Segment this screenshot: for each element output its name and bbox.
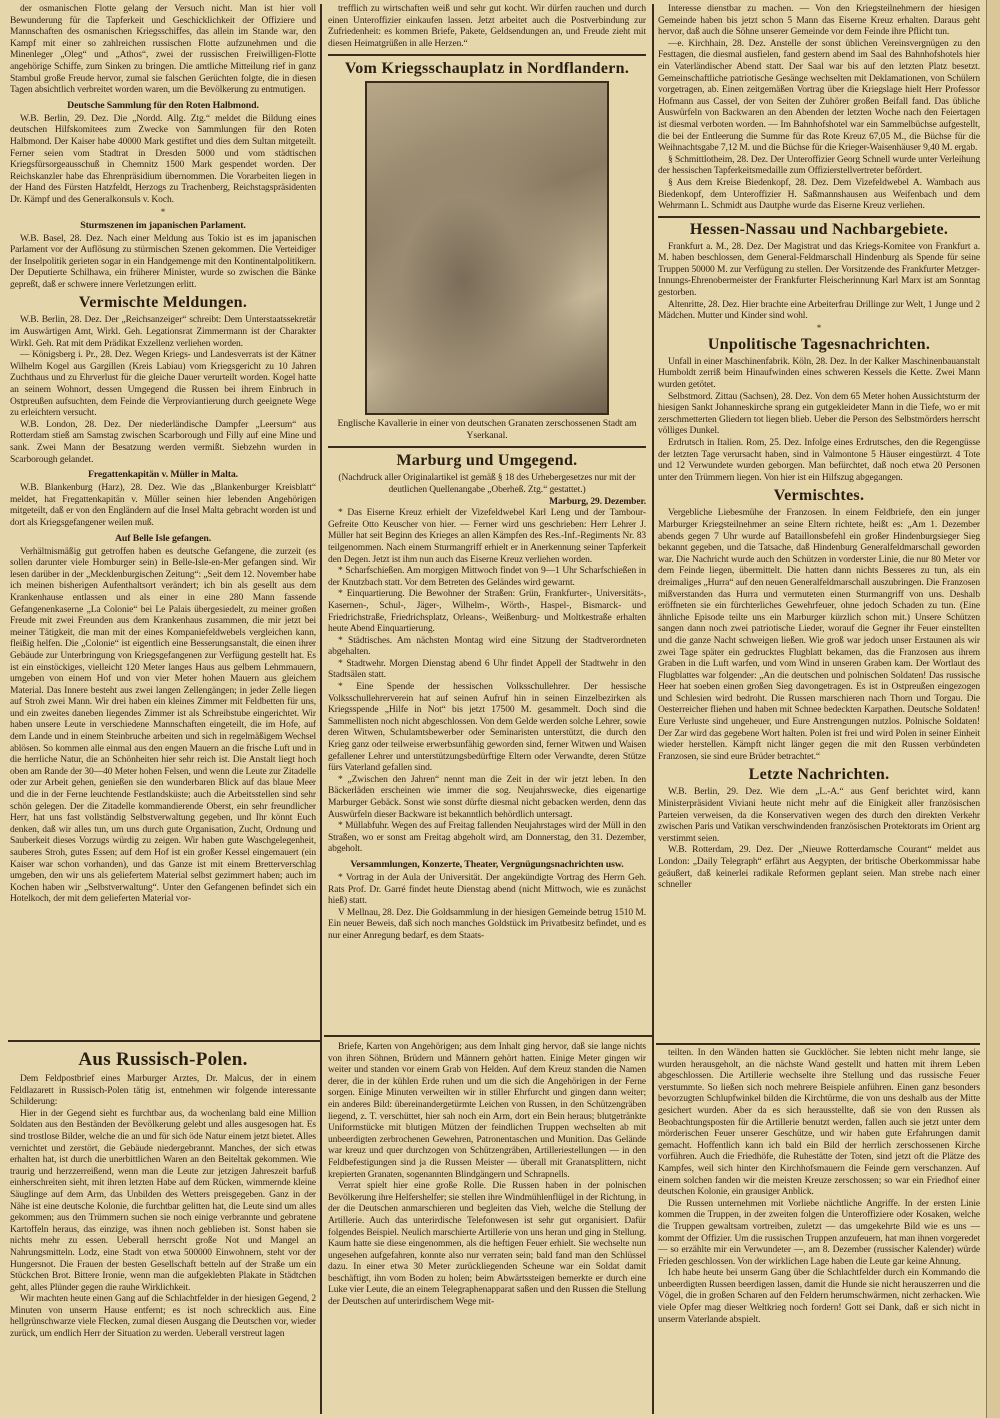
article-text: Die Russen unternehmen mit Vorliebe nächtliche Angriffe. In der ersten Linie kommen die Truppen, in der zweiten folgen die Unteroffiziere oder Kosaken, welche die Truppen gewaltsam vortreiben, zuletzt — das umgekehrte Bild wie es uns — kommt der Offizier. Um die russischen Truppen anzufeuern, hat man ihnen vorgeredet — so erzählte mir ein Verwundeter —, am 8. Dezember (russischer Kalender) würde Frieden geschlossen. Von der wirklichen Lage haben die Leute gar keine Ahnung. (658, 1198, 980, 1267)
article-text: der osmanischen Flotte gelang der Versuch nicht. Man ist hier voll Bewunderung für die Tapferkeit und Geschicklichkeit der Offiziere und Mannschaften des osmanischen Kriegsschiffes, das allein im Stande war, den Kampf mit einer so zahlreichen russischen Flotte aufzunehmen und die Minenleger „Oleg“ und „Athos“, zwei der russischen Freiwilligen-Flotte angehörige Schiffe, zum Sinken zu bringen. Die amtliche Mitteilung rief in ganz Stambul große Freude hervor, zumal sie falschen Gerüchten folgte, die in diesen Tagen absichtlich verbreitet worden waren, um die Bevölkerung zu entmutigen. (10, 4, 316, 96)
column-divider (320, 4, 322, 1414)
section-heading: Hessen-Nassau und Nachbargebiete. (689, 220, 949, 238)
article-text: * Scharfschießen. Am morgigen Mittwoch findet von 9—1 Uhr Scharfschießen in der Knutzbach statt. Vor dem Betreten des Geländes wird gewarnt. (328, 566, 646, 588)
section-heading: Aus Russisch-Polen. (78, 1049, 248, 1070)
section-heading: Vermischtes. (773, 487, 865, 505)
article-text: Wir machten heute einen Gang auf die Schlachtfelder in der hiesigen Gegend, 2 Minuten von unserm Hause entfernt; es ist noch schrecklich aus. Eine hellgrünschwarze viele Flecken, zumal diesen Ausgang die Deutschen vor, wieder zurück, um endlich Herr der Situation zu werden. Ueberall verstreut lagen (10, 1294, 316, 1340)
article-text: § Aus dem Kreise Biedenkopf, 28. Dez. Dem Vizefeldwebel A. Wambach aus Biedenkopf, dem Unteroffizier H. Saßmannshausen aus Weifenbach und dem Wehrmann L. Schmidt aus Dautphe wurde das Eiserne Kreuz verliehen. (658, 177, 980, 212)
article-heading: Versammlungen, Konzerte, Theater, Vergnügungsnachrichten usw. (350, 858, 624, 870)
section-heading: Unpolitische Tagesnachrichten. (707, 335, 931, 353)
article-text: Frankfurt a. M., 28. Dez. Der Magistrat und das Kriegs-Komitee von Frankfurt a. M. haben beschlossen, dem General-Feldmarschall Hindenburg als Spende für seine Truppen 50000 M. zur Verfügung zu stellen. Der Vorsitzende des Frankfurter Metzger-Innungs-Ehrenobermeister der Frankfurter Fleischerinnung Karl Marx ist am Sonntag gestorben. (658, 241, 980, 299)
dateline: Marburg, 29. Dezember. (549, 496, 646, 507)
article-text: Ich habe heute bei unserm Gang über die Schlachtfelder durch ein Kommando die unbeerdigten Russen beerdigen lassen, damit die Hunde sie nicht herauszerren und die Vögel, die in großen Scharen auf den Feldern herumschwärmen, nicht zerhacken. Wie viele Opfer mag dieser Weltkrieg noch fordern! Gott sei Dank, daß er sich nicht in unserm Vaterlande abspielt. (658, 1268, 980, 1325)
illustration-cavalry (365, 81, 609, 415)
separator-star: * (160, 206, 166, 217)
article-heading: Auf Belle Isle gefangen. (114, 532, 212, 544)
article-text: § Schmittlotheim, 28. Dez. Der Unteroffizier Georg Schnell wurde unter Verleihung der hessischen Tapferkeitsmedaille zum Offizierstellvertreter befördert. (658, 154, 980, 177)
article-text: W.B. Berlin, 29. Dez. Wie dem „L.-A.“ aus Genf berichtet wird, kann Ministerpräsident Viviani heute nicht mehr auf die Einigkeit aller französischen Parteien verweisen, da die Konservativen wegen des durch den direkten Verkehr zwischen Paris und Vatikan verschwindenden französischen Protektorats im Orient arg verstimmt seien. (658, 787, 980, 844)
article-text: Selbstmord. Zittau (Sachsen), 28. Dez. Von dem 65 Meter hohen Aussichtsturm der hiesigen Sankt Johanneskirche sprang ein gutgekleideter Mann in die Tiefe, wo er mit zerschmetterten Gliedern tot liegen blieb. Ueber die Person des Selbstmörders herrscht völliges Dunkel. (658, 391, 980, 437)
section-divider (656, 1043, 980, 1045)
article-text: * Einquartierung. Die Bewohner der Straßen: Grün, Frankfurter-, Universitäts-, Kasernen-, Schul-, Jäger-, Wilhelm-, Wörth-, Haspel-, Bismarck- und Friedrichstraße, Friedrichsplatz, Orleans-, Weißenburg- und Moltkestraße erhalten heute Abend Einquartierung. (328, 589, 646, 635)
article-text: * Stadtwehr. Morgen Dienstag abend 6 Uhr findet Appell der Stadtwehr in den Stadtsälen statt. (328, 658, 646, 681)
article-text: Interesse dienstbar zu machen. — Von den Kriegsteilnehmern der hiesigen Gemeinde haben bis jetzt schon 5 Mann das Eiserne Kreuz erhalten. Daraus geht hervor, daß auch die Söhne unserer Gemeinde vor dem Feinde ihre Pflicht tun. (658, 4, 980, 38)
article-text: Altenritte, 28. Dez. Hier brachte eine Arbeiterfrau Drillinge zur Welt, 1 Junge und 2 Mädchen. Mutter und Kinder sind wohl. (658, 299, 980, 322)
article-text: W.B. Berlin, 28. Dez. Der „Reichsanzeiger“ schreibt: Dem Unterstaatssekretär im Auswärtigen Amt, Wirkl. Geh. Legationsrat Zimmermann ist der Charakter Wirkl. Geh. Rat mit dem Prädikat Exzellenz verliehen worden. (10, 315, 316, 349)
article-text: * Städtisches. Am nächsten Montag wird eine Sitzung der Stadtverordneten abgehalten. (328, 635, 646, 658)
section-divider (8, 1040, 320, 1042)
section-heading: Marburg und Umgegend. (396, 452, 578, 470)
article-text: * Vortrag in der Aula der Universität. Der angekündigte Vortrag des Herrn Geh. Rats Prof. Dr. Garré findet heute Dienstag abend (nicht Mittwoch, wie es zunächst hieß) statt. (328, 872, 646, 907)
reprint-note: (Nachdruck aller Originalartikel ist gemäß § 18 des Urhebergesetzes nur mit der deutlichen Quellenangabe „Oberheß. Ztg.“ gestattet.) (338, 473, 636, 495)
article-text: Verhältnismäßig gut getroffen haben es deutsche Gefangene, die zurzeit (es sollen darunter viele Homburger sein) in Belle-Isle-en-Mer gefangen sind. Wir lesen darüber in der „Mecklenburgischen Zeitung“: „Seit dem 12. November habe ich meinen bisherigen Aufenthaltsort verändert; ich bin als gesellt aus dem Krankenhause entlassen und als einer in eine 280 Mann fassende Gefangenenkaserne „La Colonie“ bei Le Palais übergesiedelt, zu meiner großen Freude mit zwei Freunden aus dem Krankenhaus zusammen, die mir jetzt bei meiner Tätigkeit, die man mit der eines Kompaniefeldwebels vergleichen kann, fleißig helfen. Die „Colonie“ ist eigentlich eine Besserungsanstalt, die einen ihrer Gebäude zur Unterbringung von Kriegsgefangenen zur Verfügung gestellt hat. Es ist ein einstöckiges, vielleicht 120 Meter langes Haus aus gelbem Lehmmauern, umgeben von einem Hof und von vier Meter hohen Mauern aus gleichem Material. Das Innere besteht aus zwei langen Zellengängen; in jeder Zelle liegen auf Stroh zwei Mann. Wir drei haben ein kleines Zimmer mit Feldbetten für uns, und ein zweites daneben liegendes Zimmer ist als Schreibstube eingerichtet. Wir haben unsere Leute in verschiedene Mannschaften eingeteilt, die im Hofe, auf dem Lande und in einem Steinbruche arbeiten und sich in regelmäßigem Wechsel ablösen. So kommen alle einmal aus den engen Mauern an die frische Luft und in die herrliche Natur, die an Schönheiten hier sehr reich ist. Die Anstalt liegt hoch oben am Rande der 30—40 Meter hohen Felsen, und wenn die Leute zur Zitadelle oder zur Arbeit gehen, genießen sie den wunderbaren Blick auf das blaue Meer und die in der Ferne leuchtende Festlandsküste; auch die Arbeitsstellen sind sehr schön gelegen. Der die Zitadelle kommandierende Oberst, ein sehr freundlicher Herr, hat uns fast vollständig Selbstverwaltung gegeben, und Ihr könnt Euch denken, daß wir alles tun, um uns durch gute Organisation, Zucht, Ordnung und Sauberkeit dieses Vorzugs würdig zu zeigen. Wir haben gute Waschgelegenheit, sauberes Stroh, gutes Essen; auf dem Hof ist ein großer Kessel eingemauert (ein Kaiser war schon vorhanden), und das Ganze ist mit einem Bretterverschlag umgeben, den wir uns als geliefertem Material selbst gezimmert haben; auch im Kochen haben wir „Selbstverwaltung“. Unter den Gefangenen befindet sich ein Hotelkoch, der mit dem gelieferten Material vor- (10, 546, 316, 905)
section-heading: Letzte Nachrichten. (748, 766, 890, 784)
article-text: * Müllabfuhr. Wegen des auf Freitag fallenden Neujahrstages wird der Müll in den Straßen, wo er sonst am Freitag abgeholt wird, am Donnerstag, den 31. Dezember, abgeholt. (328, 821, 646, 855)
rule (328, 54, 646, 56)
section-heading: Vermischte Meldungen. (78, 294, 248, 312)
illustration-heading: Vom Kriegsschauplatz in Nordflandern. (344, 60, 630, 78)
article-text: * Das Eiserne Kreuz erhielt der Vizefeldwebel Karl Leng und der Tambour-Gefreite Otto Keuscher von hier. — Ferner wird uns geschrieben: Herr Lehrer J. Müller hat seit Beginn des Krieges an allen Kämpfen des Res.-Inf.-Regiments Nr. 83 teilgenommen. Nach einem Sturmangriff erhielt er in Anerkennung seiner Tapferkeit den Degen. Jetzt ist ihm nun auch das Eiserne Kreuz verliehen worden. (328, 508, 646, 565)
article-heading: Fregattenkapitän v. Müller in Malta. (87, 469, 239, 481)
middle-column-bottom (328, 1042, 646, 1414)
rule (328, 446, 646, 448)
article-text: — Königsberg i. Pr., 28. Dez. Wegen Kriegs- und Landesverrats ist der Kätner Wilhelm Kogel aus Gargillen (Kreis Labiau) vom Kriegsgericht zu 10 Jahren Zuchthaus und zu Ehrverlust für die gleiche Dauer verurteilt worden. Kogel hatte an seinem Wohnort, dessen Umgegend die Russen bei ihrem Einbruch in Ostpreußen aufsuchten, dem Feinde die Verproviantierung durch geeignete Wege zu erleichtern versucht. (10, 350, 316, 419)
article-text: W.B. London, 28. Dez. Der niederländische Dampfer „Leersum“ aus Rotterdam stieß am Samstag zwischen Scarborough und Filly auf eine Mine und sank. Zwei Mann der Besatzung werden vermißt. Siebzehn wurden in Scarborough gelandet. (10, 419, 316, 465)
article-text: Briefe, Karten von Angehörigen; aus dem Inhalt ging hervor, daß sie lange nichts von ihren Söhnen, Brüdern und Männern gehört hatten. Einige Meter gingen wir weiter und standen vor einem Grab von Helden. Auf dem Kreuz standen die Namen derer, die in der kühlen Erde ruhen und um die sich die Angehörigen in der Ferne sorgen. Einige Minuten verweilten wir in stiller Ehrfurcht und gingen dann weiter; ein anderes Bild: übereinandergetürmte Leichen von Russen, in den Schützengräben liegend, z. T. verschüttet, hier sah noch ein Arm, dort ein Bein heraus; blutgetränkte Uniformstücke mit blutigen Mützen der feindlichen Truppen wechselten ab mit unbeerdigten zerbrochenen Gewehren, Patronentaschen und Munition. Das Gelände war kreuz und quer durchzogen von Schützengräben, Artilleriestellungen — in den Feldbefestigungen sind ja die Russen Meister — überall mit Granatsplittern, nicht krepierten Granaten, sogenannten Blindgängern und Schrapnells. (328, 1042, 646, 1180)
article-text: Vergebliche Liebesmühe der Franzosen. In einem Feldbriefe, den ein junger Marburger Kriegsteilnehmer an seine Eltern richtete, heißt es: „Am 1. Dezember abends gegen 7 Uhr wurde auf Bataillonsbefehl ein großer Hindenburgsieger Sieg bekannt gegeben, und die Tatsache, daß Hindenburg Generalfeldmarschall geworden war. Die Nachricht wurde auch den Schützen in vorderster Linie, die nur 80 Meter vor dem Feinde liegen, übermittelt. Die hatten dann nichts Besseres zu tun, als ein dreimaliges „Hurra“ auf den neuen Generalfeldmarschall auszubringen. Die Franzosen mißverstanden das Hurra und vermuteten einen Sturmangriff von uns. Deshalb eröffneten sie ein fürchterliches Gewehrfeuer, ohne jedoch Schaden zu tun. (Eine ähnliche Episode teilte uns ein Marburger kürzlich schon mit.) Unsere Schützen sangen dann noch zwei patriotische Lieder, worauf die Gegner ihr Feuer einstellten und die ganze Nacht schweigen ließen. Wie groß war jedoch unser Erstaunen als wir zwei Tage später ein gedrucktes Flugblatt bekamen, das die Franzosen aus ihrem Graben in die Luft warfen, und vom Wind in unseren Graben kam. Der Wortlaut des Flugblattes war folgender: „An die deutschen und polnischen Soldaten! Das russische Heer hat soeben einen großen Sieg davongetragen. Es ist in Ostpreußen eingezogen und Schlesien wird bedroht. Die Russen marschieren nach Thorn und Torgau. Die Oesterreicher fliehen und haben mit Schnee bedeckten Karpathen. Deutsche Soldaten! Eure Verluste sind ungeheuer, und Eure Anstrengungen nutzlos. Polnische Soldaten! Der Zar wird das gegebene Wort halten. Polen ist frei und wird Polen in seiner Einheit wieder herstellen. Kämpft nicht länger gegen die mit den Russen verbündeten Franzosen, sie sind eure Brüder betrachtet.“ (658, 508, 980, 762)
article-text: Hier in der Gegend sieht es furchtbar aus, da wochenlang bald eine Million Soldaten aus den Beständen der Bevölkerung gelebt und alles ausgesogen hat. Es sind trostlose Bilder, welche die an und für sich öde Natur einem jetzt bietet. Alles vernichtet und zerstört, die Gebäude niedergebrannt. Manches, der sich etwas erhalten hat, ist durch die unerbittlichen Waren an den Beiteltak gekommen. Wie traurig und herzzerreißend, wenn man die Leute zur jetzigen Jahreszeit barfuß einherschreiten sieht, mit ihren letzten Habe auf dem Rücken, wimmernde kleine Säuglinge auf dem Arm, das Unbilden des Wetters preisgegeben. Ganz in der Nähe ist eine deutsche Kolonie, die furchtbar gelitten hat, die Leute sind um alles gekommen; aus den Trümmern suchen sie noch einige verbrannte und gebratene Kartoffeln heraus, das einzige, was ihnen noch geblieben ist. Sonst haben sie nichts mehr zu essen. Ueberall herrscht große Not und Mangel an Nahrungsmitteln. Lodz, eine Stadt von etwa 500000 Einwohnern, steht vor der Hungersnot. Die Frauen der besten Gesellschaft betteln auf der Straße um ein Stückchen Brot. Bittere Ironie, wenn man die aufgeklebten Plakate in Städtchen geht, alles Plünder gegen die rauhe Wirklichkeit. (10, 1108, 316, 1293)
article-text: * Eine Spende der hessischen Volksschullehrer. Der hessische Volksschullehrerverein hat auf seinen Aufruf hin in seinen Einzelbezirken als Kriegsspende „Hilfe in Not“ bis jetzt 17500 M. gesammelt. Doch sind die Sammellisten noch nicht abgeschlossen. Von dem Gelde werden solche Lehrer, sowie deren Witwen, Schulamtsbewerber oder Seminaristen unterstützt, die durch den Krieg ganz oder teilweise erwerbsunfähig geworden sind, ferner Witwen und Waisen gefallener Lehrer und unterstützungsbedürftige Eltern oder Verwandte, deren Stütze fürs Vaterland gefallen sind. (328, 682, 646, 774)
article-text: Verrat spielt hier eine große Rolle. Die Russen haben in der polnischen Bevölkerung ihre Helfershelfer; sie stellen ihre Windmühlenflügel in der Richtung, in der die Deutschen anmarschieren und begleiten das Vieh, welche die Stellung der Artillerie. Auch das unterirdische Telefonwesen ist sehr gut organisiert. Dafür folgendes Beispiel. Neulich marschierte Artillerie von uns heran und ging in Stellung. Kaum hatte sie diese eingenommen, als die heftigen Feuer erhielt. Sie wechselte nun ungesehen aufgefahren, konnte also nur verraten sein; bald fand man den Schlüssel dazu. In einer etwa 30 Meter zurückliegenden Scheune war ein Soldat damit beschäftigt, ihn vom Boden zu holen; beim Abwärtssteigen bemerkte er durch eine Luke vier Leute, die an einem Telegraphenapparat saßen und den Russen die Stellung der Deutschen auf unterirdischem Wege mit- (328, 1181, 646, 1308)
article-text: W.B. Blankenburg (Harz), 28. Dez. Wie das „Blankenburger Kreisblatt“ meldet, hat Fregattenkapitän v. Müller seinen hier lebenden Angehörigen mitgeteilt, daß er von den Engländern auf die Insel Malta gebracht worden ist und dort als Kriegsgefangener weilen muß. (10, 483, 316, 528)
article-text: V Mellnau, 28. Dez. Die Goldsammlung in der hiesigen Gemeinde betrug 1510 M. Ein neuer Beweis, daß sich noch manches Goldstück im Privatbesitz befindet, und es nur einer Anregung bedarf, es dem Staats- (328, 907, 646, 941)
article-text: trefflich zu wirtschaften weiß und sehr gut kocht. Wir dürfen rauchen und durch einen Unteroffizier einkaufen lassen. Jetzt arbeitet auch die Postverbindung zur Zufriedenheit: es kommen Briefe, Pakete, Geldsendungen an, und Freude zieht mit diesen Heimatgrüßen in alle Herzen.“ (328, 4, 646, 49)
rule (658, 216, 980, 218)
article-text: Erdrutsch in Italien. Rom, 25. Dez. Infolge eines Erdrutsches, den die Regengüsse der letzten Tage verursacht haben, sind in Valmontone 5 Häuser eingestürzt. 4 Tote und 12 Verwundete wurden geborgen. Man befürchtet, daß noch etwa 20 Personen unter den Trümmern liegen. Von hier ist ein Hilfszug abgegangen. (658, 438, 980, 483)
article-text: Unfall in einer Maschinenfabrik. Köln, 28. Dez. In der Kalker Maschinenbauanstalt Humboldt zerriß beim Hinaufwinden eines schweren Kessels die Kette. Zwei Mann wurden getötet. (658, 356, 980, 391)
article-text: —e. Kirchhain, 28. Dez. Anstelle der sonst üblichen Vereinsvergnügen zu den Festtagen, die diesmal ausfielen, fand gestern abend im Saal des Bahnhofshotels hier ein Vaterländischer Abend statt. Der Saal war bis auf den letzten Platz besetzt. Gemeinschaftliche patriotische Gesänge wechselten mit Deklamationen, von Schülern vorgetragen, ab. Einen zeitgemäßen Vortrag über die Kriegslage hielt Herr Professor Hofmann aus Cassel, der von Seiten der Zuhörer großen Beifall fand. Das übliche Auswürfeln von Backwaren an den Abenden der letzten Woche nach den Feiertagen ist diesmal verboten worden. — Im Bahnhofshotel war ein Sammelbüchse aufgestellt, die bei der Entleerung die Summe für das Rote Kreuz 67,05 M., die Büchse für die Weihnachtsgabe 7,12 M. und die Büchse für die Krieger-Waisenhäuser 9,40 M. ergab. (658, 38, 980, 154)
article-text: Dem Feldpostbrief eines Marburger Arztes, Dr. Malcus, der in einem Feldlazarett in Russisch-Polen tätig ist, entnehmen wir folgende interessante Schilderung: (10, 1074, 316, 1108)
right-column-bottom (658, 1048, 980, 1414)
article-text: W.B. Basel, 28. Dez. Nach einer Meldung aus Tokio ist es im japanischen Parlament vor der Auflösung zu stürmischen Szenen gekommen. Die Verteidiger der Inselpolitik gerieten sogar in ein Handgemenge mit den Kontinentalpolitikern. Der Deputierte Schilhawa, ein früherer Minister, wurde so zwischen die Bänke gepreßt, daß er schwere innere Verletzungen erlitt. (10, 233, 316, 290)
article-text: W.B. Berlin, 29. Dez. Die „Nordd. Allg. Ztg.“ meldet die Bildung eines deutschen Hilfskomitees zum Zwecke von Sammlungen für den Roten Halbmond. Der Kaiser habe 40000 Mark gestiftet und dies dem Sultan mitgeteilt. Ferner seien vom Stadtrat in Dresden 5000 und vom städtischen Kriegsfürsorgeausschuß in Chemnitz 1500 Mark gespendet worden. Der Reichskanzler habe das Ehrenpräsidium übernommen. Die Vorarbeiten liegen in der Hand des Fürsten Hatzfeldt, Herzogs zu Trachenberg, Reichstagspräsidenten Dr. Kämpf und des Generalkonsuls v. Koch. (10, 113, 316, 205)
article-heading: Deutsche Sammlung für den Roten Halbmond. (67, 99, 259, 111)
left-column-bottom (10, 1046, 316, 1414)
adjacent-page-edge (986, 0, 1000, 1418)
article-text: teilten. In den Wänden hatten sie Gucklöcher. Sie lebten nicht mehr lange, sie wurden herausgeholt, an die nächste Wand gestellt und hatten mit ihrem Leben abgeschlossen. Die Artillerie wechselte ihre Stellung und das russische Feuer verstummte. So ließen sich noch mehrere Beispiele anführen. Einen ganz besonders bevorzugten Schlupfwinkel bilden die Kirchtürme, die von uns deshalb aus der Mitte gesichert wurden. Aber da es sich herausstellte, daß sie von den Russen als Beobachtungsposten für die Artillerie benutzt werden, fallen auch sie jetzt unter dem mörderischen Feuer unserer Geschütze, und wir haben gute Erfahrungen damit gemacht. Hoffentlich kann ich bald ein Bild der herrlich zerschossenen Kirche vorführen. Auch die Friedhöfe, die Ruhestätte der Toten, sind jetzt oft die Plätze des Kampfes, weil sich hinter den Kirchhofsmauern die Feinde gern verschanzen. Auf einem solchen fanden wir die meisten Kreuze zerschossen; so war ein Friedhof einer deutschen Kolonie, ein grausiger Anblick. (658, 1048, 980, 1198)
column-divider (652, 4, 654, 1414)
illustration-caption: Englische Kavallerie in einer von deutschen Granaten zerschossenen Stadt am Yserkanal. (337, 418, 637, 442)
left-column-top (10, 4, 316, 1036)
separator-star: * (816, 322, 822, 333)
article-text: * „Zwischen den Jahren“ nennt man die Zeit in der wir jetzt leben. In den Bäckerläden erscheinen wie immer die sog. Neujahrswecke, dies eigenartige Marburger Gebäck. Sonst wie sonst dürfte diesmal nicht gebacken werden, denn das Auswürfeln dieser Backware ist bekanntlich behördlich untersagt. (328, 774, 646, 820)
right-column-top (658, 4, 980, 1041)
article-heading: Sturmszenen im japanischen Parlament. (80, 219, 246, 231)
article-text: W.B. Rotterdam, 29. Dez. Der „Nieuwe Rotterdamsche Courant“ meldet aus London: „Daily Telegraph“ erfährt aus Aegypten, der britische Oberkommissar habe geäußert, daß keinerlei radikale Reformen geplant seien. Man strebe nach einer schneller (658, 845, 980, 891)
middle-column-top (328, 4, 646, 1033)
section-divider (324, 1035, 652, 1037)
